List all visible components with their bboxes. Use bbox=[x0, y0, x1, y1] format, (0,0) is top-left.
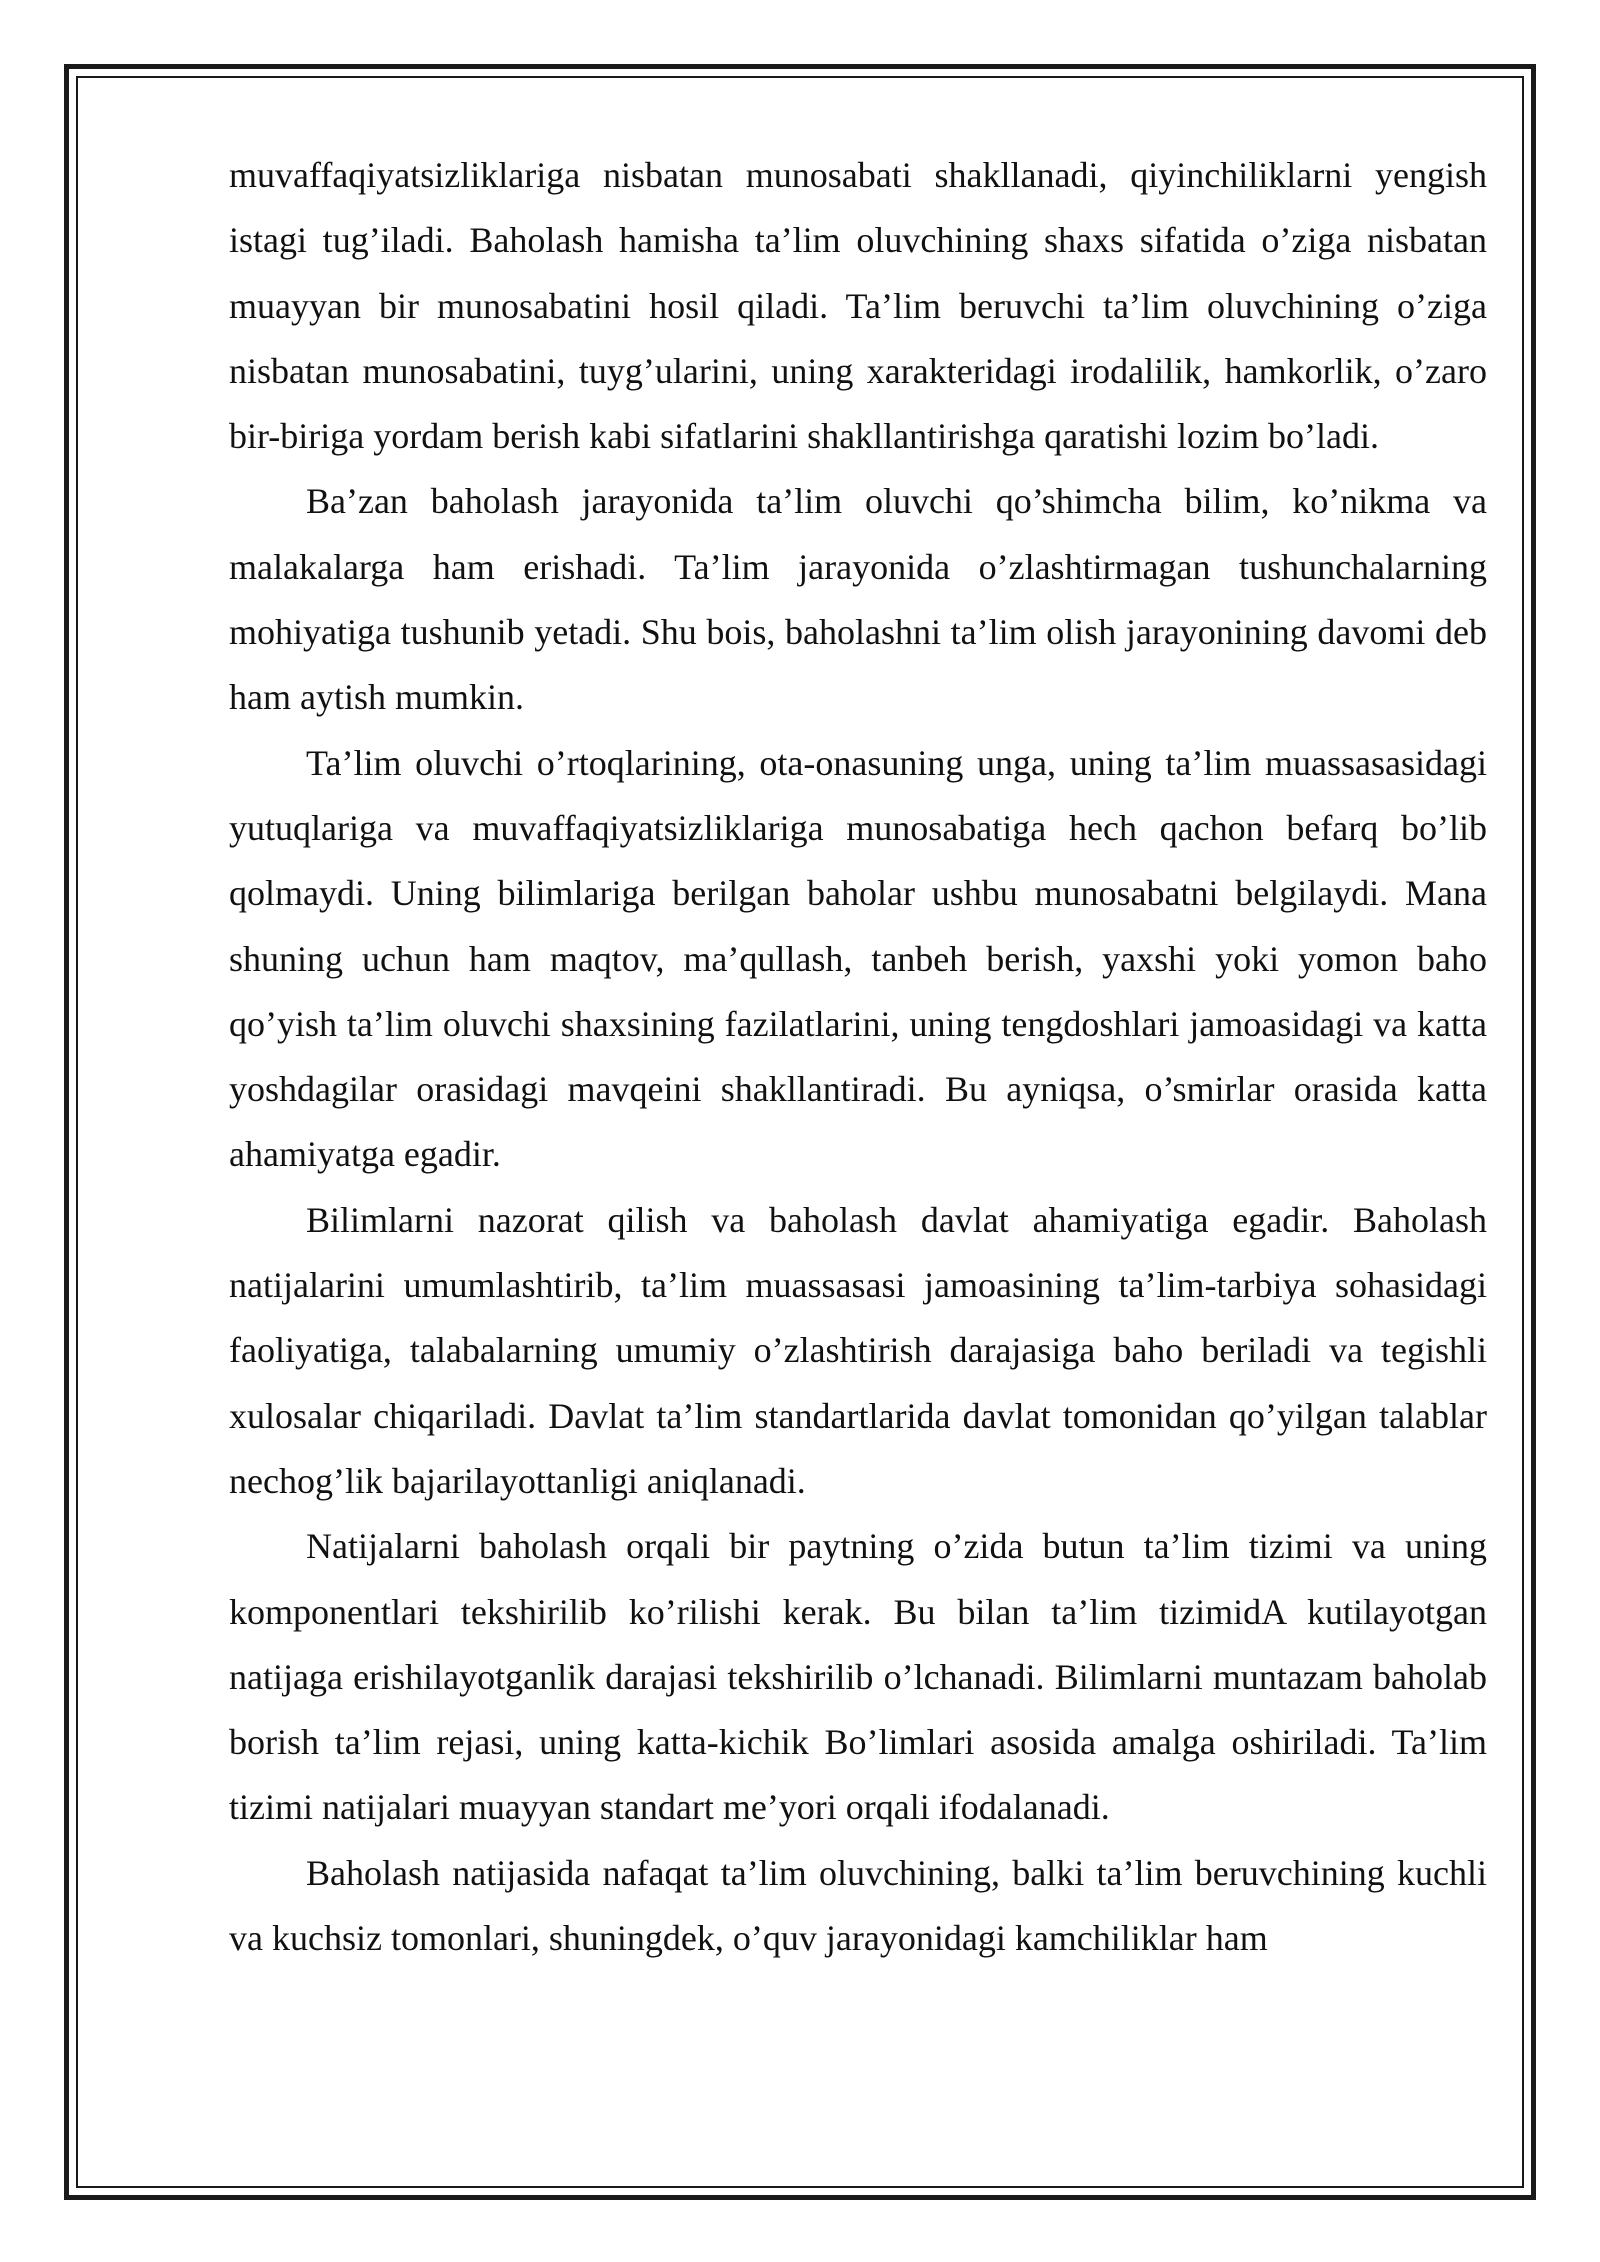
paragraph-5: Natijalarni baholash orqali bir paytning o’zida butun ta’lim tizimi va uning komponentlari tekshirilib ko’rilishi kerak. Bu bilan ta’lim tizimidA kutilayotgan natijaga erishilayotganlik darajasi tekshirilib o’lchanadi. Bilimlarni muntazam baholab borish ta’lim rejasi, uning katta-kichik Bo’limlari asosida amalga oshiriladi. Ta’lim tizimi natijalari muayyan standart me’yori orqali ifodalanadi. bbox=[229, 1526, 1487, 1828]
paragraph-2: Ba’zan baholash jarayonida ta’lim oluvchi qo’shimcha bilim, ko’nikma va malakalarga ham erishadi. Ta’lim jarayonida o’zlashtirmagan tushunchalarning mohiyatiga tushunib yetadi. Shu bois, baholashni ta’lim olish jarayonining davomi deb ham aytish mumkin. bbox=[229, 481, 1487, 718]
paragraph-6: Baholash natijasida nafaqat ta’lim oluvchining, balki ta’lim beruvchining kuchli va kuchsiz tomonlari, shuningdek, o’quv jarayonidagi kamchiliklar ham bbox=[229, 1852, 1487, 1959]
page-body bbox=[229, 143, 1487, 1971]
paragraph-4: Bilimlarni nazorat qilish va baholash davlat ahamiyatiga egadir. Baholash natijalarini umumlashtirib, ta’lim muassasasi jamoasining ta’lim-tarbiya sohasidagi faoliyatiga, talabalarning umumiy o’zlashtirish darajasiga baho beriladi va tegishli xulosalar chiqariladi. Davlat ta’lim standartlarida davlat tomonidan qo’yilgan talablar nechog’lik bajarilayottanligi aniqlanadi. bbox=[229, 1199, 1487, 1501]
paragraph-3: Ta’lim oluvchi o’rtoqlarining, ota-onasuning unga, uning ta’lim muassasasidagi yutuqlariga va muvaffaqiyatsizliklariga munosabatiga hech qachon befarq bo’lib qolmaydi. Uning bilimlariga berilgan baholar ushbu munosabatni belgilaydi. Mana shuning uchun ham maqtov, ma’qullash, tanbeh berish, yaxshi yoki yomon baho qo’yish ta’lim oluvchi shaxsining fazilatlarini, uning tengdoshlari jamoasidagi va katta yoshdagilar orasidagi mavqeini shakllantiradi. Bu ayniqsa, o’smirlar orasida katta ahamiyatga egadir. bbox=[229, 742, 1487, 1175]
paragraph-1: muvaffaqiyatsizliklariga nisbatan munosabati shakllanadi, qiyinchiliklarni yengish istagi tug’iladi. Baholash hamisha ta’lim oluvchining shaxs sifatida o’ziga nisbatan muayyan bir munosabatini hosil qiladi. Ta’lim beruvchi ta’lim oluvchining o’ziga nisbatan munosabatini, tuyg’ularini, uning xarakteridagi irodalilik, hamkorlik, o’zaro bir-biriga yordam berish kabi sifatlarini shakllantirishga qaratishi lozim bo’ladi. bbox=[229, 155, 1487, 457]
